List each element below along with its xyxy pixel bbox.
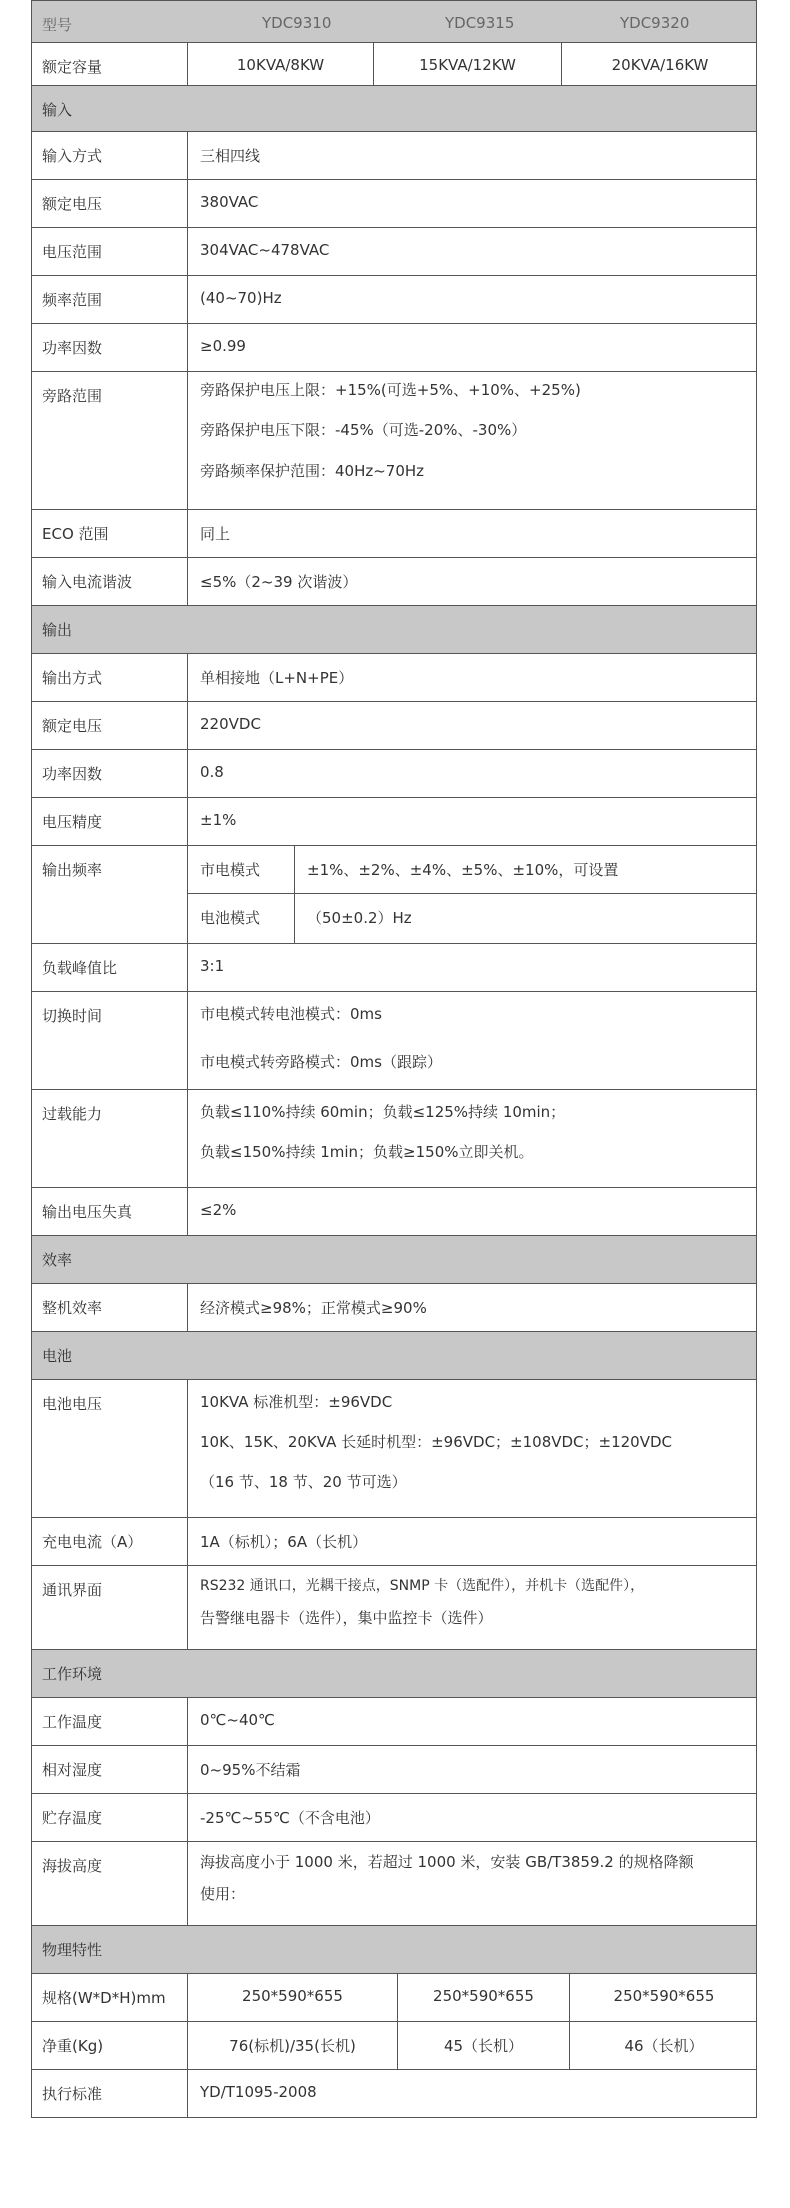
value-line: 10KVA 标准机型：±96VDC	[200, 1393, 393, 1411]
model-name: YDC9310	[262, 14, 332, 32]
section-battery	[31, 1332, 757, 1380]
value-line: 负载≤150%持续 1min；负载≥150%立即关机。	[200, 1143, 534, 1161]
value-line: 市电模式转电池模式：0ms	[200, 1005, 382, 1023]
row-value: 3:1	[200, 957, 225, 975]
input-frange-row	[31, 276, 757, 324]
output-mode-row	[31, 654, 757, 702]
value-line: 告警继电器卡（选件），集中监控卡（选件）	[200, 1609, 493, 1627]
row-value: ±1%	[200, 811, 237, 829]
row-label: 电压精度	[32, 798, 188, 845]
size-value: 250*590*655	[188, 1974, 398, 2021]
battery-voltage-row	[31, 1380, 757, 1518]
row-value: YD/T1095-2008	[200, 2083, 317, 2101]
row-value: 经济模式≥98%；正常模式≥90%	[200, 1299, 427, 1317]
standard-row	[31, 2070, 757, 2118]
value-line: 旁路保护电压上限：+15%(可选+5%、+10%、+25%)	[200, 381, 581, 399]
row-value: ≤2%	[200, 1201, 237, 1219]
row-label: 通讯界面	[32, 1566, 188, 1649]
model-name: YDC9315	[445, 14, 515, 32]
row-label: 输入电流谐波	[32, 558, 188, 605]
row-label: 贮存温度	[32, 1794, 188, 1841]
row-value	[188, 372, 756, 509]
size-row	[31, 1974, 757, 2022]
row-value: 0.8	[200, 763, 224, 781]
capacity-value: 10KVA/8KW	[188, 43, 374, 85]
section-title: 物理特性	[42, 1941, 103, 1959]
input-mode-row	[31, 132, 757, 180]
row-label: 功率因数	[32, 324, 188, 371]
row-value: 304VAC~478VAC	[200, 241, 330, 259]
output-voltage-row	[31, 702, 757, 750]
row-label: 输入方式	[32, 132, 188, 179]
section-input	[31, 86, 757, 132]
freq-value: ±1%、±2%、±4%、±5%、±10%，可设置	[307, 861, 619, 879]
row-label: 频率范围	[32, 276, 188, 323]
section-efficiency	[31, 1236, 757, 1284]
row-label: 电池电压	[32, 1380, 188, 1517]
row-value: 0~95%不结霜	[200, 1761, 301, 1779]
spec-table	[31, 0, 757, 2208]
row-label: ECO 范围	[32, 510, 188, 557]
weight-value: 76(标机)/35(长机)	[188, 2022, 398, 2069]
temp-row	[31, 1698, 757, 1746]
input-pf-row	[31, 324, 757, 372]
value-line: （16 节、18 节、20 节可选）	[200, 1473, 407, 1491]
size-value: 250*590*655	[398, 1974, 570, 2021]
comm-row	[31, 1566, 757, 1650]
row-label: 执行标准	[32, 2070, 188, 2117]
row-label: 过载能力	[32, 1090, 188, 1187]
value-line: 旁路保护电压下限：-45%（可选-20%、-30%）	[200, 421, 527, 439]
row-value: ≥0.99	[200, 337, 246, 355]
freq-value: （50±0.2）Hz	[307, 909, 412, 927]
row-label: 海拔高度	[32, 1842, 188, 1925]
row-label: 相对湿度	[32, 1746, 188, 1793]
row-value	[188, 1380, 756, 1517]
value-line: 使用：	[200, 1885, 246, 1903]
row-label: 净重(Kg)	[32, 2022, 188, 2069]
output-distortion-row	[31, 1188, 757, 1236]
charge-row	[31, 1518, 757, 1566]
input-bypass-row	[31, 372, 757, 510]
input-vrange-row	[31, 228, 757, 276]
freq-mode: 电池模式	[188, 894, 295, 943]
output-freq-row	[31, 846, 757, 944]
freq-sub-row	[188, 846, 756, 894]
capacity-value: 15KVA/12KW	[374, 43, 562, 85]
section-output	[31, 606, 757, 654]
row-label: 额定电压	[32, 180, 188, 227]
weight-row	[31, 2022, 757, 2070]
section-title: 输入	[42, 101, 73, 119]
humidity-row	[31, 1746, 757, 1794]
model-name: YDC9320	[620, 14, 690, 32]
row-label: 负载峰值比	[32, 944, 188, 991]
output-overload-row	[31, 1090, 757, 1188]
row-label: 旁路范围	[32, 372, 188, 509]
capacity-value: 20KVA/16KW	[611, 56, 709, 74]
row-label: 切换时间	[32, 992, 188, 1089]
row-label: 充电电流（A）	[32, 1518, 188, 1565]
row-value	[188, 1090, 756, 1187]
input-thd-row	[31, 558, 757, 606]
value-line: RS232 通讯口，光耦干接点，SNMP 卡（选配件），并机卡（选配件），	[200, 1578, 645, 1594]
output-crest-row	[31, 944, 757, 992]
row-value	[188, 1566, 756, 1649]
model-header-row	[31, 0, 757, 43]
value-line: 旁路频率保护范围：40Hz~70Hz	[200, 462, 425, 480]
row-value: 1A（标机）；6A（长机）	[200, 1533, 368, 1551]
section-environment	[31, 1650, 757, 1698]
section-physical	[31, 1926, 757, 1974]
weight-value: 45（长机）	[398, 2022, 570, 2069]
row-label: 整机效率	[32, 1284, 188, 1331]
value-line: 市电模式转旁路模式：0ms（跟踪）	[200, 1053, 442, 1071]
row-value: -25℃~55℃（不含电池）	[200, 1809, 380, 1827]
section-title: 工作环境	[42, 1665, 103, 1683]
input-voltage-row	[31, 180, 757, 228]
section-title: 效率	[42, 1251, 73, 1269]
row-label: 输出频率	[32, 846, 188, 943]
row-value: 同上	[200, 525, 231, 543]
value-line: 负载≤110%持续 60min；负载≤125%持续 10min；	[200, 1103, 566, 1121]
row-value: 0℃~40℃	[200, 1711, 275, 1729]
efficiency-row	[31, 1284, 757, 1332]
row-label: 额定容量	[32, 43, 188, 85]
section-title: 电池	[42, 1347, 73, 1365]
row-value: (40~70)Hz	[200, 289, 282, 307]
row-value: 220VDC	[200, 715, 261, 733]
value-line: 海拔高度小于 1000 米，若超过 1000 米，安装 GB/T3859.2 的规格降额	[200, 1853, 694, 1871]
storage-row	[31, 1794, 757, 1842]
row-value: 三相四线	[200, 147, 261, 165]
weight-value: 46（长机）	[624, 2037, 704, 2055]
altitude-row	[31, 1842, 757, 1926]
size-value: 250*590*655	[613, 1987, 715, 2005]
input-eco-row	[31, 510, 757, 558]
row-value: 380VAC	[200, 193, 259, 211]
row-label: 功率因数	[32, 750, 188, 797]
row-value	[188, 1842, 756, 1925]
row-label: 电压范围	[32, 228, 188, 275]
capacity-row	[31, 43, 757, 86]
row-value	[188, 992, 756, 1089]
freq-mode: 市电模式	[188, 846, 295, 893]
section-title: 输出	[42, 621, 73, 639]
output-pf-row	[31, 750, 757, 798]
output-precision-row	[31, 798, 757, 846]
row-value: ≤5%（2~39 次谐波）	[200, 573, 358, 591]
row-label: 工作温度	[32, 1698, 188, 1745]
row-label: 输出方式	[32, 654, 188, 701]
value-line: 10K、15K、20KVA 长延时机型：±96VDC；±108VDC；±120VDC	[200, 1433, 673, 1451]
model-label: 型号	[42, 16, 73, 34]
output-switch-row	[31, 992, 757, 1090]
row-label: 输出电压失真	[32, 1188, 188, 1235]
row-label: 规格(W*D*H)mm	[32, 1974, 188, 2021]
row-label: 额定电压	[32, 702, 188, 749]
freq-sub-row	[188, 894, 756, 943]
row-value: 单相接地（L+N+PE）	[200, 669, 354, 687]
